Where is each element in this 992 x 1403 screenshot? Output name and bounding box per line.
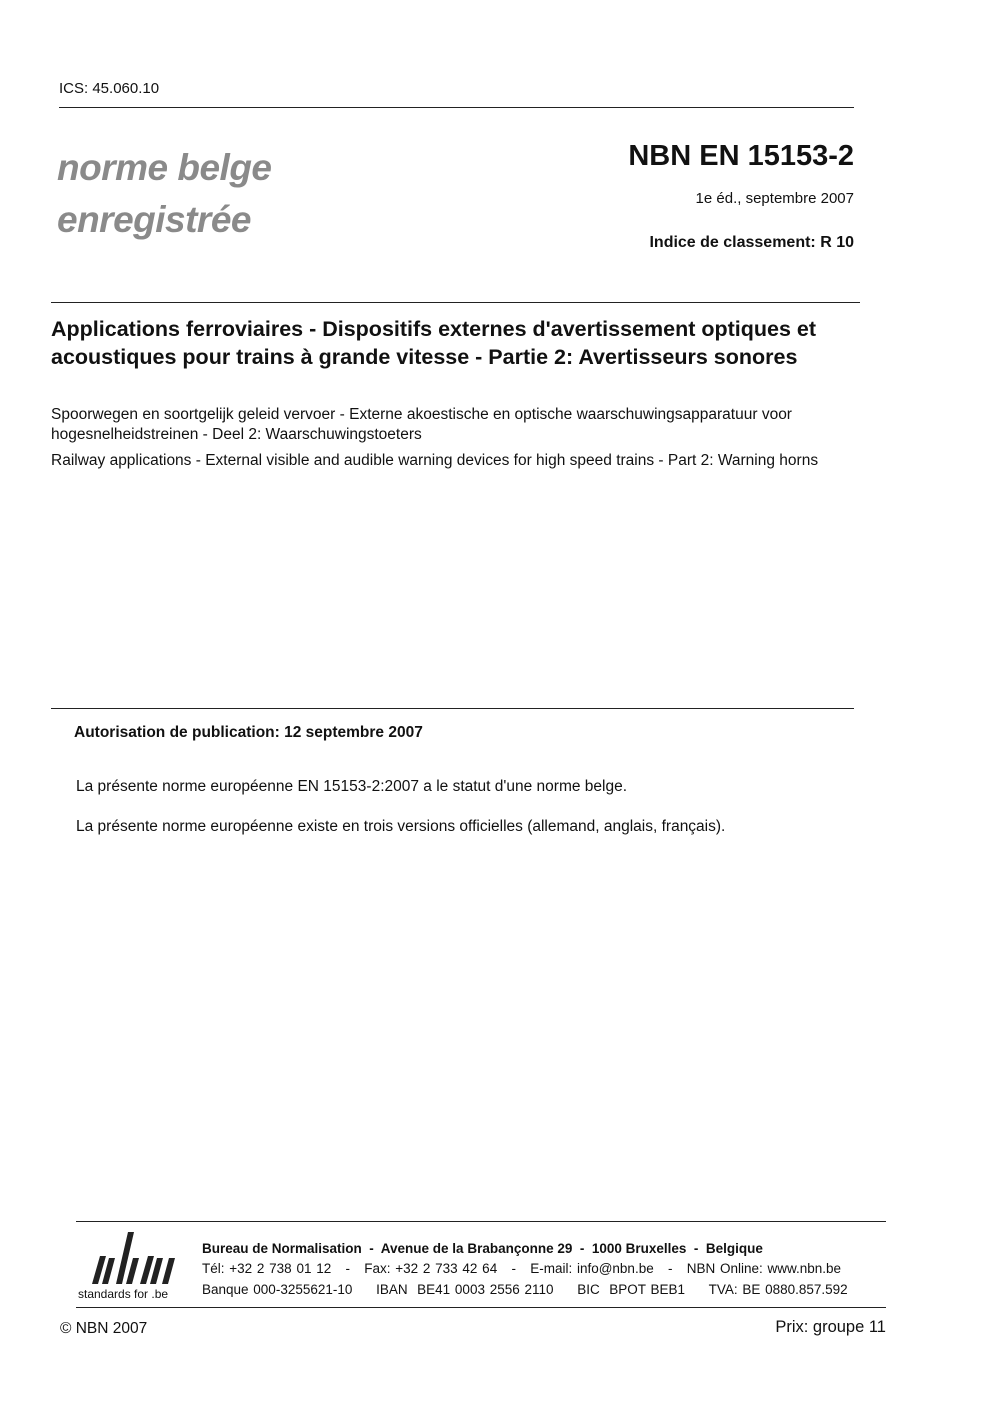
contact-line: Tél: +32 2 738 01 12 - Fax: +32 2 733 42 64 - E-mail: info@nbn.be - NBN Online: www.nbn.be: [202, 1261, 842, 1276]
publication-authorization: Autorisation de publication: 12 septembre 2007: [74, 724, 423, 741]
ics-code: ICS: 45.060.10: [59, 80, 160, 97]
title-divider: [51, 302, 860, 303]
brand-line-1: norme belge: [57, 147, 272, 188]
brand-line-2: enregistrée: [57, 199, 251, 240]
classification-index: Indice de classement: R 10: [649, 234, 854, 251]
body-divider: [51, 708, 854, 709]
standard-number: NBN EN 15153-2: [628, 140, 854, 172]
edition-date: 1e éd., septembre 2007: [695, 190, 854, 207]
versions-paragraph: La présente norme européenne existe en trois versions officielles (allemand, anglais, français).: [76, 818, 726, 835]
title-dutch: Spoorwegen en soortgelijk geleid vervoer - Externe akoestische en optische waarschuwingsapparatuur voor hogesnelheidstreinen - Deel 2: Waarschuwingstoeters: [51, 406, 792, 443]
title-english: Railway applications - External visible and audible warning devices for high speed trains - Part 2: Warning horns: [51, 452, 819, 469]
bank-line: Banque 000-3255621-10 IBAN BE41 0003 2556 2110 BIC BPOT BEB1 TVA: BE 0880.857.592: [202, 1282, 848, 1297]
footer-bottom-divider: [76, 1307, 886, 1308]
footer-divider: [76, 1221, 886, 1222]
title-french: Applications ferroviaires - Dispositifs externes d'avertissement optiques et acoustiques pour trains à grande vitesse - Partie 2: Avertisseurs sonores: [51, 317, 817, 369]
logo-tagline: standards for .be: [78, 1287, 169, 1301]
copyright: © NBN 2007: [60, 1320, 148, 1337]
price-group: Prix: groupe 11: [775, 1318, 886, 1336]
address-line: Bureau de Normalisation - Avenue de la Brabançonne 29 - 1000 Bruxelles - Belgique: [202, 1241, 763, 1256]
status-paragraph: La présente norme européenne EN 15153-2:2007 a le statut d'une norme belge.: [76, 778, 628, 795]
top-divider: [59, 107, 854, 108]
brand-heading: [57, 142, 272, 246]
